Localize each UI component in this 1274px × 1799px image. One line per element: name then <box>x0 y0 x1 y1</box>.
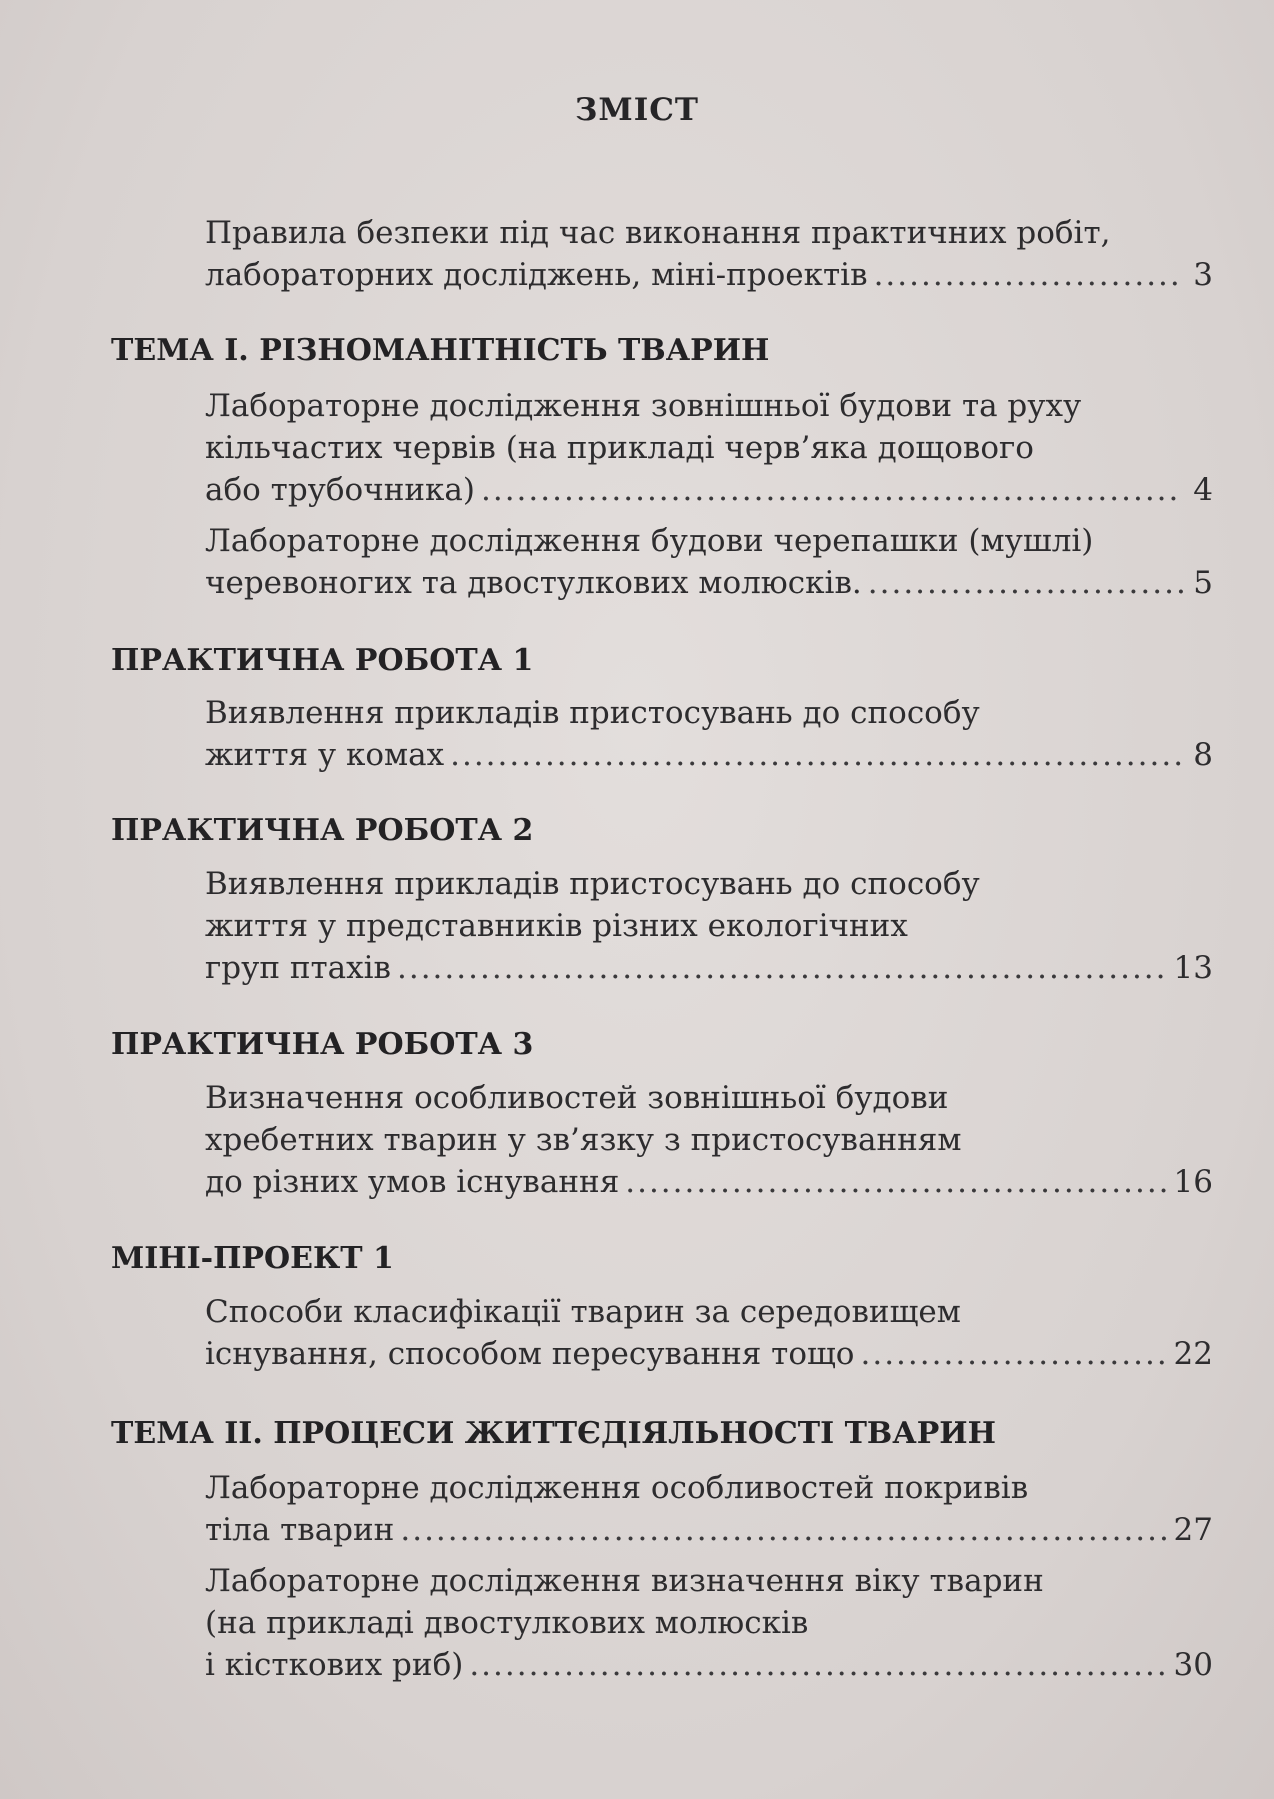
dot-leader <box>469 1644 1167 1686</box>
toc-entry-last-line <box>205 1161 1213 1203</box>
page-number: 4 <box>1193 472 1213 508</box>
toc-entry-last-line <box>205 254 1213 296</box>
section-heading: ПРАКТИЧНА РОБОТА 3 <box>111 1027 534 1062</box>
page-number: 3 <box>1193 257 1213 293</box>
toc-entry-line: Лабораторне дослідження особливостей покривів <box>205 1470 1029 1506</box>
toc-entry-text: існування, способом пересування тощо <box>205 1336 855 1372</box>
toc-entry-text: і кісткових риб) <box>205 1647 464 1683</box>
toc-entry-last-line <box>205 1509 1213 1551</box>
toc-entry-last-line <box>205 562 1213 604</box>
section-heading: МІНІ-ПРОЕКТ 1 <box>111 1241 394 1276</box>
dot-leader <box>625 1161 1167 1203</box>
dot-leader <box>868 562 1183 604</box>
toc-entry-last-line <box>205 1333 1213 1375</box>
section-heading: ПРАКТИЧНА РОБОТА 2 <box>111 813 534 848</box>
page-number: 30 <box>1173 1647 1213 1683</box>
toc-entry-line: Лабораторне дослідження визначення віку тварин <box>205 1563 1044 1599</box>
dot-leader <box>397 947 1168 989</box>
toc-entry-line: життя у представників різних екологічних <box>205 908 908 944</box>
toc-entry-last-line <box>205 734 1213 776</box>
toc-entry-text: тіла тварин <box>205 1512 395 1548</box>
dot-leader <box>400 1509 1167 1551</box>
toc-entry-last-line <box>205 469 1213 511</box>
dot-leader <box>481 469 1183 511</box>
section-heading: ТЕМА І. РІЗНОМАНІТНІСТЬ ТВАРИН <box>111 333 770 368</box>
page-number: 27 <box>1173 1512 1213 1548</box>
toc-entry-line: хребетних тварин у зв’язку з пристосуванням <box>205 1122 962 1158</box>
toc-entry-text: або трубочника) <box>205 472 475 508</box>
toc-entry-line: Лабораторне дослідження зовнішньої будови та руху <box>205 388 1082 424</box>
dot-leader <box>450 734 1183 776</box>
dot-leader <box>874 254 1183 296</box>
toc-entry-line: Правила безпеки під час виконання практичних робіт, <box>205 215 1111 251</box>
toc-entry-line: Способи класифікації тварин за середовищем <box>205 1294 961 1330</box>
toc-entry-line: кільчастих червів (на прикладі черв’яка дощового <box>205 430 1034 466</box>
dot-leader <box>860 1333 1167 1375</box>
page-number: 13 <box>1173 950 1213 986</box>
page-number: 5 <box>1193 565 1213 601</box>
section-heading: ПРАКТИЧНА РОБОТА 1 <box>111 643 534 678</box>
page-number: 22 <box>1173 1336 1213 1372</box>
toc-entry-last-line <box>205 947 1213 989</box>
toc-entry-line: Виявлення прикладів пристосувань до способу <box>205 866 980 902</box>
toc-entry-line: Лабораторне дослідження будови черепашки (мушлі) <box>205 523 1094 559</box>
toc-entry-last-line <box>205 1644 1213 1686</box>
page-title: ЗМІСТ <box>575 92 699 128</box>
toc-entry-text: груп птахів <box>205 950 391 986</box>
toc-entry-line: Визначення особливостей зовнішньої будови <box>205 1080 949 1116</box>
page-number: 8 <box>1193 737 1213 773</box>
toc-entry-text: до різних умов існування <box>205 1164 620 1200</box>
toc-entry-text: черевоногих та двостулкових молюсків. <box>205 565 862 601</box>
page-number: 16 <box>1173 1164 1213 1200</box>
toc-entry-text: життя у комах <box>205 737 445 773</box>
toc-entry-text: лабораторних досліджень, міні-проектів <box>205 257 868 293</box>
toc-entry-line: (на прикладі двостулкових молюсків <box>205 1605 809 1641</box>
section-heading: ТЕМА ІІ. ПРОЦЕСИ ЖИТТЄДІЯЛЬНОСТІ ТВАРИН <box>111 1416 996 1451</box>
toc-entry-line: Виявлення прикладів пристосувань до способу <box>205 695 980 731</box>
